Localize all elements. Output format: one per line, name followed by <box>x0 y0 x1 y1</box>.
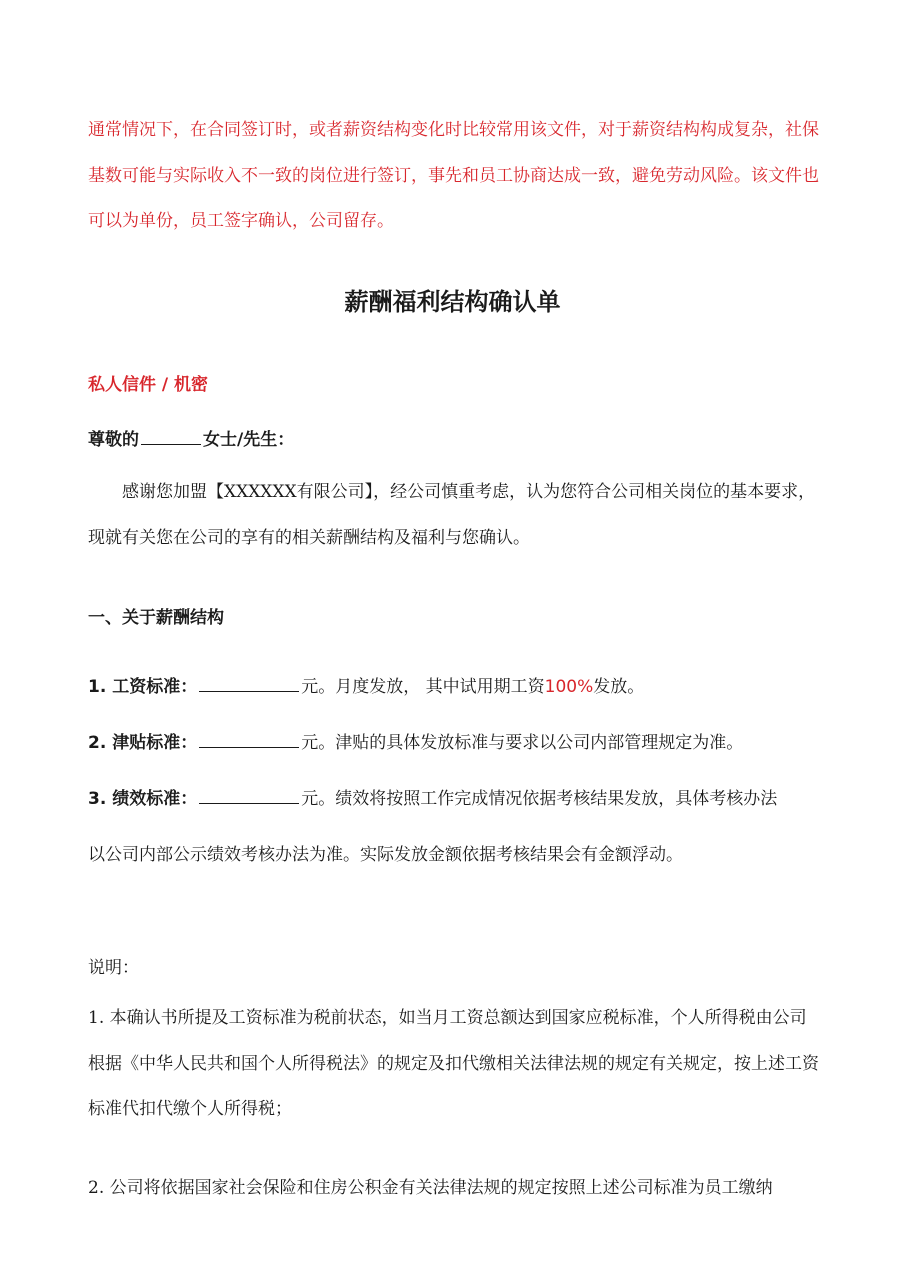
note-item: 2. 公司将依据国家社会保险和住房公积金有关法律法规的规定按照上述公司标准为员工缴纳 <box>88 1178 773 1198</box>
name-blank <box>141 429 201 445</box>
performance-amount-blank <box>199 788 299 804</box>
allowance-standard-text: 元。津贴的具体发放标准与要求以公司内部管理规定为准。 <box>301 733 744 753</box>
salary-standard-text-end: 发放。 <box>593 677 645 697</box>
performance-standard-label: 3. 绩效标准： <box>88 789 198 809</box>
salary-standard-label: 1. 工资标准： <box>88 677 198 697</box>
document-title: 薪酬福利结构确认单 <box>344 287 561 316</box>
notes-heading: 说明： <box>88 958 139 978</box>
allowance-standard-line <box>88 728 845 753</box>
performance-standard-line <box>88 784 845 809</box>
performance-standard-continuation: 以公司内部公示绩效考核办法为准。实际发放金额依据考核结果会有金额浮动。 <box>88 845 683 865</box>
salutation-prefix: 尊敬的 <box>88 430 139 450</box>
salary-standard-line <box>88 672 845 697</box>
salutation-suffix: 女士/先生： <box>203 430 295 450</box>
intro-paragraph: 感谢您加盟【XXXXXX有限公司】，经公司慎重考虑，认为您符合公司相关岗位的基本要求，现就有关您在公司的享有的相关薪酬结构及福利与您确认。 <box>88 482 816 548</box>
confidential-label: 私人信件 / 机密 <box>88 375 209 395</box>
probation-percent: 100% <box>544 677 594 697</box>
salutation <box>88 425 845 450</box>
instruction-note: 通常情况下，在合同签订时，或者薪资结构变化时比较常用该文件，对于薪资结构构成复杂，社保基数可能与实际收入不一致的岗位进行签订，事先和员工协商达成一致，避免劳动风险。该文件也可以为单份，员工签字确认，公司留存。 <box>88 120 819 231</box>
allowance-standard-label: 2. 津贴标准： <box>88 733 198 753</box>
performance-standard-text: 元。绩效将按照工作完成情况依据考核结果发放，具体考核办法 <box>301 789 778 809</box>
allowance-amount-blank <box>199 732 299 748</box>
note-item: 1. 本确认书所提及工资标准为税前状态，如当月工资总额达到国家应税标准，个人所得税由公司根据《中华人民共和国个人所得税法》的规定及扣代缴相关法律法规的规定有关规定，按上述工资标准代扣代缴个人所得税； <box>88 1008 819 1119</box>
salary-standard-text: 元。月度发放， 其中试用期工资 <box>301 677 545 697</box>
salary-amount-blank <box>199 676 299 692</box>
section-heading-salary-structure: 一、关于薪酬结构 <box>88 608 224 628</box>
